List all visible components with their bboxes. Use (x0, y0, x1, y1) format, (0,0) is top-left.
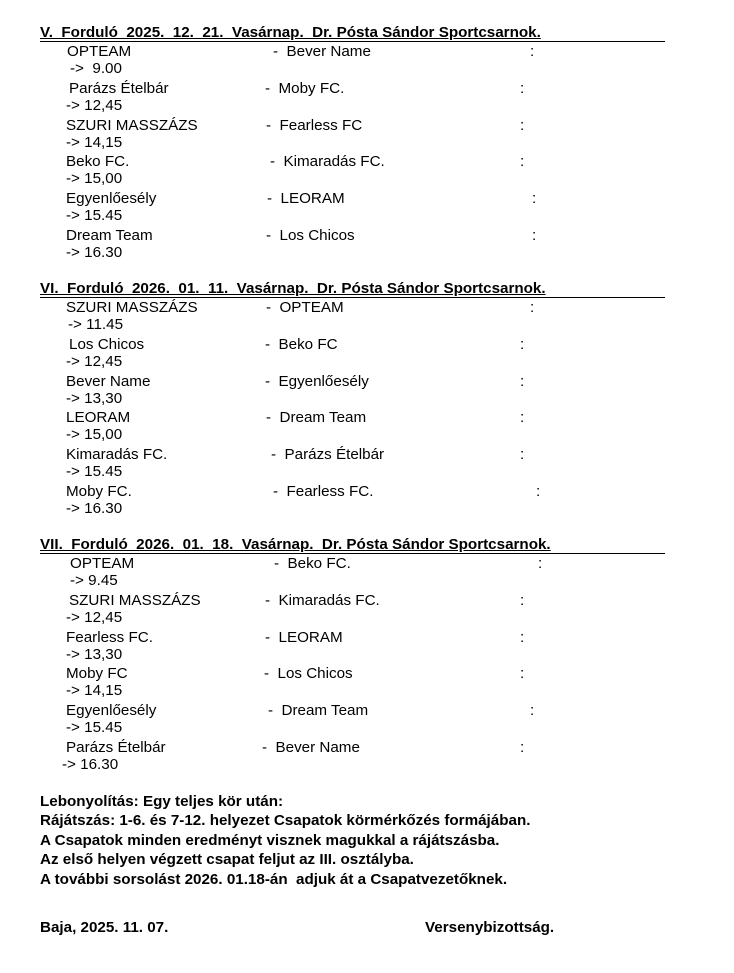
score-colon: : (520, 446, 525, 464)
round-vii (40, 537, 665, 775)
note-line: Az első helyen végzett csapat feljut az III. osztályba. (40, 851, 414, 869)
home-team: OPTEAM (70, 555, 135, 572)
away-team: - Egyenlőesély (265, 372, 369, 390)
away-team: - Los Chicos (266, 226, 355, 244)
score-colon: : (532, 190, 537, 208)
match-row (40, 591, 665, 628)
score-colon: : (520, 153, 525, 171)
home-team: SZURI MASSZÁZS (69, 591, 201, 609)
score-colon: : (536, 482, 541, 500)
match-time: -> 13,30 (66, 645, 123, 663)
score-colon: : (520, 79, 525, 97)
round-title: V. Forduló 2025. 12. 21. Vasárnap. Dr. Pósta Sándor Sportcsarnok. (40, 25, 665, 42)
match-row (40, 628, 665, 665)
note-line: Rájátszás: 1-6. és 7-12. helyezet Csapatok körmérkőzés formájában. (40, 812, 531, 830)
home-team: Egyenlőesély (66, 190, 157, 208)
away-team: - LEORAM (265, 628, 343, 646)
home-team: Moby FC (66, 665, 128, 683)
match-row (40, 372, 665, 409)
match-time: -> 11.45 (68, 316, 124, 333)
score-colon: : (538, 555, 543, 572)
away-team: - Parázs Ételbár (271, 446, 385, 464)
match-time: -> 9.45 (70, 572, 118, 589)
home-team: SZURI MASSZÁZS (66, 116, 198, 134)
score-colon: : (520, 372, 525, 390)
home-team: Parázs Ételbár (69, 79, 169, 97)
match-time: -> 12,45 (66, 96, 123, 114)
note-line: A további sorsolást 2026. 01.18-án adjuk át a Csapatvezetőknek. (40, 870, 508, 888)
match-time: -> 15.45 (66, 207, 123, 225)
place-date: Baja, 2025. 11. 07. (40, 919, 169, 936)
away-team: - Bever Name (262, 738, 360, 756)
away-team: - OPTEAM (266, 299, 344, 316)
match-row (40, 42, 665, 79)
match-row (40, 79, 665, 116)
away-team: - Bever Name (273, 43, 371, 60)
home-team: Kimaradás FC. (66, 446, 168, 464)
score-colon: : (530, 702, 535, 720)
home-team: SZURI MASSZÁZS (66, 299, 198, 316)
match-row (40, 738, 665, 775)
score-colon: : (530, 43, 535, 60)
home-team: Los Chicos (69, 335, 145, 353)
score-colon: : (532, 226, 537, 244)
match-time: -> 9.00 (70, 60, 122, 77)
score-colon: : (520, 335, 525, 353)
match-time: -> 16.30 (62, 755, 119, 773)
match-row (40, 116, 665, 153)
note-line: Lebonyolítás: Egy teljes kör után: (40, 793, 284, 810)
away-team: - Kimaradás FC. (270, 153, 385, 171)
round-vi (40, 281, 665, 519)
away-team: - Fearless FC (266, 116, 363, 134)
home-team: LEORAM (66, 409, 131, 427)
score-colon: : (520, 738, 525, 756)
home-team: Fearless FC. (66, 628, 153, 646)
round-v (40, 25, 665, 263)
home-team: Moby FC. (66, 482, 132, 500)
score-colon: : (530, 299, 535, 316)
match-time: -> 15.45 (66, 463, 123, 481)
home-team: Beko FC. (66, 153, 130, 171)
match-row (40, 664, 665, 701)
away-team: - Fearless FC. (273, 482, 374, 500)
round-title: VII. Forduló 2026. 01. 18. Vasárnap. Dr. Pósta Sándor Sportcsarnok. (40, 537, 665, 554)
away-team: - Dream Team (268, 702, 369, 720)
match-row (40, 298, 665, 335)
away-team: - Moby FC. (265, 79, 345, 97)
home-team: OPTEAM (67, 43, 132, 60)
match-row (40, 445, 665, 482)
match-time: -> 12,45 (66, 608, 123, 626)
match-time: -> 14,15 (66, 682, 123, 700)
away-team: - LEORAM (267, 190, 345, 208)
away-team: - Kimaradás FC. (265, 591, 380, 609)
note-line: A Csapatok minden eredményt visznek magukkal a rájátszásba. (40, 831, 500, 849)
away-team: - Beko FC. (274, 555, 351, 572)
match-time: -> 12,45 (66, 352, 123, 370)
match-row (40, 482, 665, 519)
away-team: - Los Chicos (264, 665, 353, 683)
format-notes (40, 792, 530, 889)
match-row (40, 335, 665, 372)
score-colon: : (520, 116, 525, 134)
match-time: -> 16.30 (66, 499, 123, 517)
match-row (40, 701, 665, 738)
match-row (40, 189, 665, 226)
match-time: -> 13,30 (66, 389, 123, 407)
score-colon: : (520, 591, 525, 609)
match-row (40, 554, 665, 591)
home-team: Egyenlőesély (66, 702, 157, 720)
away-team: - Beko FC (265, 335, 338, 353)
match-row (40, 408, 665, 445)
score-colon: : (520, 628, 525, 646)
match-time: -> 16.30 (66, 243, 123, 261)
match-time: -> 15,00 (66, 170, 123, 188)
home-team: Dream Team (66, 226, 153, 244)
home-team: Parázs Ételbár (66, 738, 166, 756)
match-row (40, 226, 665, 263)
score-colon: : (520, 665, 525, 683)
round-title: VI. Forduló 2026. 01. 11. Vasárnap. Dr. Pósta Sándor Sportcsarnok. (40, 281, 665, 298)
match-time: -> 15,00 (66, 426, 123, 444)
match-time: -> 15.45 (66, 719, 123, 737)
match-row (40, 152, 665, 189)
signature: Versenybizottság. (425, 919, 555, 936)
score-colon: : (520, 409, 525, 427)
home-team: Bever Name (66, 372, 151, 390)
match-time: -> 14,15 (66, 133, 123, 151)
away-team: - Dream Team (266, 409, 367, 427)
